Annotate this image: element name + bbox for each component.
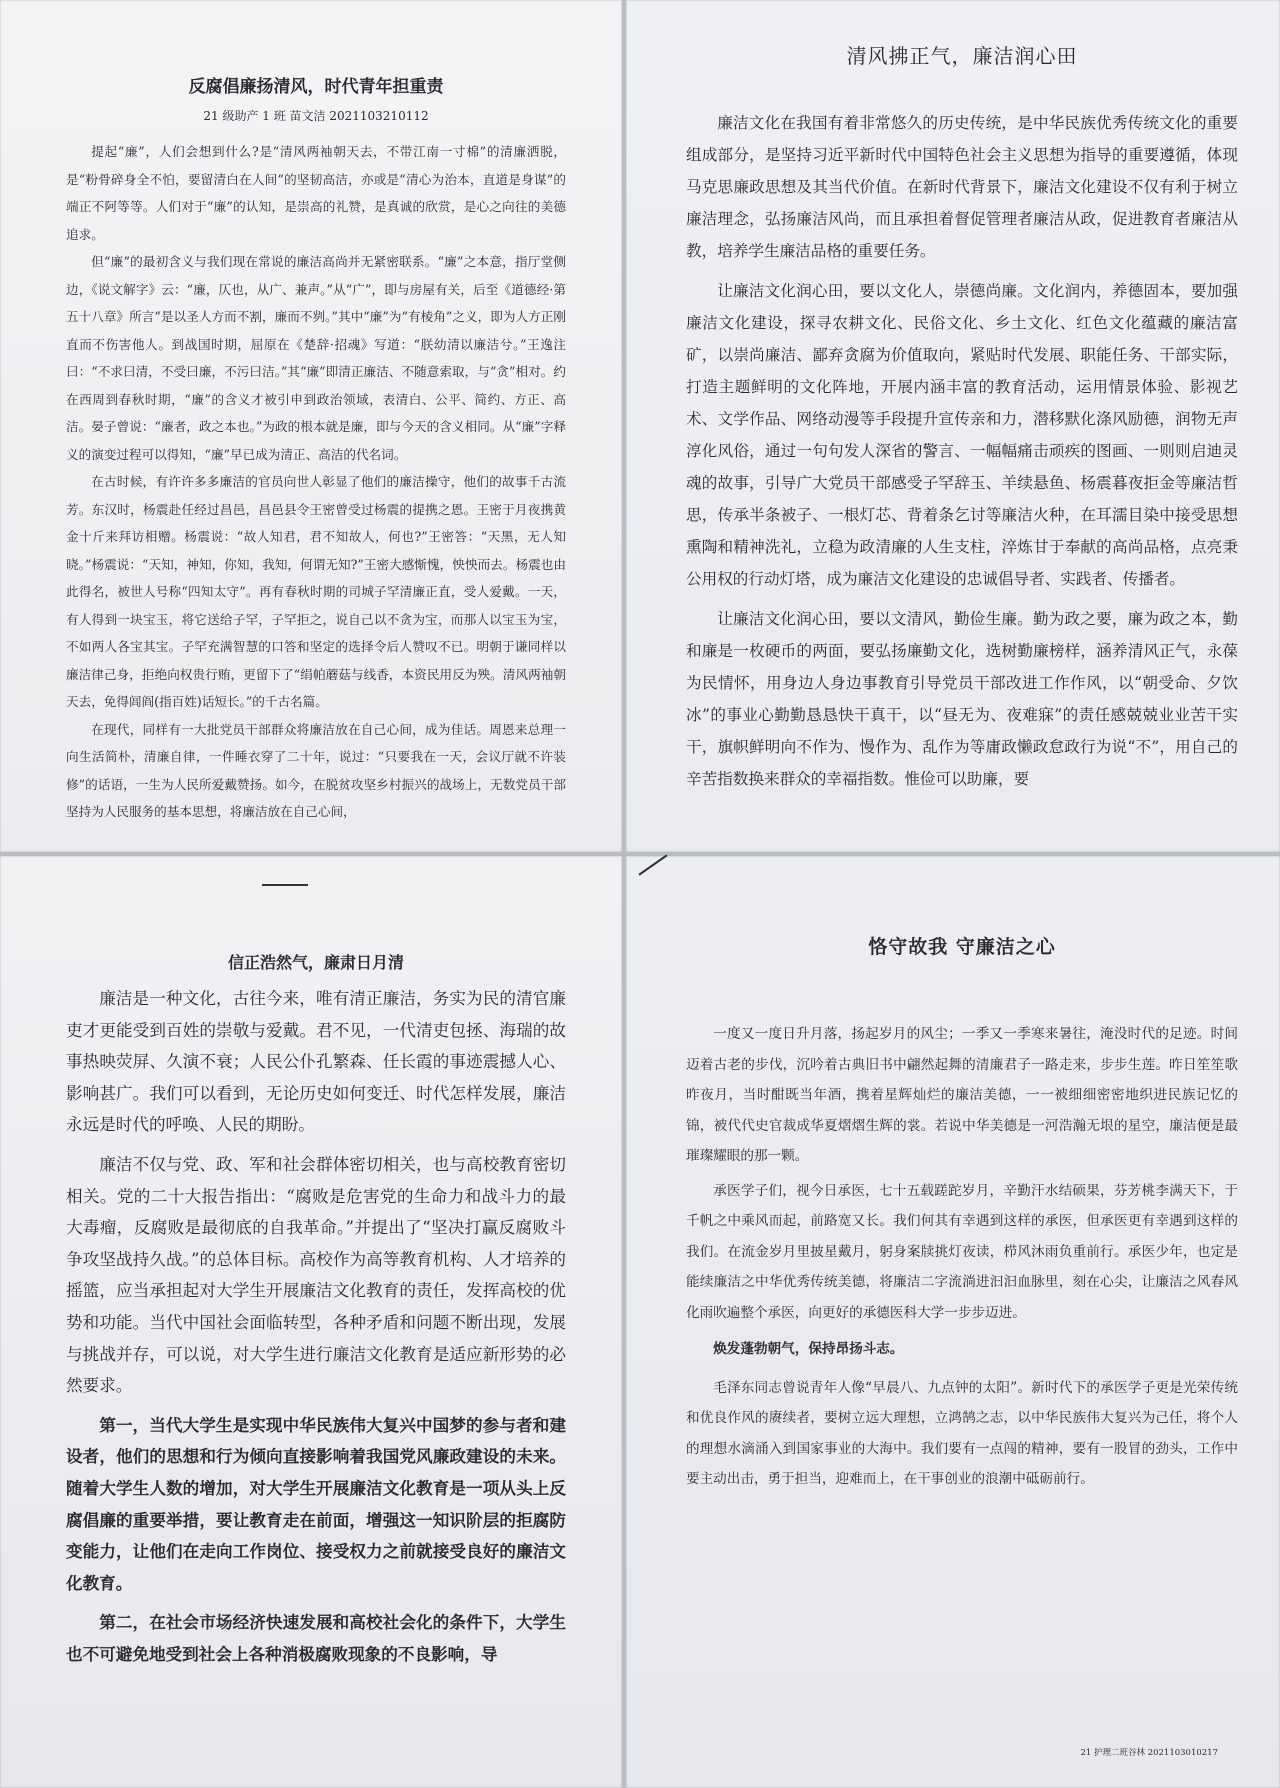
essay-paragraph: 但“廉”的最初含义与我们现在常说的廉洁高尚并无紧密联系。“廉”之本意，指厅堂侧边，《说文解字》云：“廉，仄也，从广、兼声。”从“广”，即与房屋有关，后至《道德经·第五十八章》所言“是以圣人方而不割，廉而不刿。”其中“廉”为“有棱角”之义，即为人方正刚直而不伤害他人。到战国时期，屈原在《楚辞·招魂》写道：“朕幼清以廉洁兮。”王逸注曰：“不求曰清，不受曰廉，不污曰洁。”其“廉”即清正廉洁、不随意索取，与“贪”相对。约在西周到春秋时期，“廉”的含义才被引申到政治领域，表清白、公平、简约、方正、高洁。晏子曾说：“廉者，政之本也。”为政的根本就是廉，即与今天的含义相同。从“廉”字释义的演变过程可以得知，“廉”早已成为清正、高洁的代名词。: [66, 254, 566, 462]
fold-mark: [262, 884, 308, 886]
essay-title: 反腐倡廉扬清风，时代青年担重责: [188, 77, 444, 97]
essay-sheet-bottom-right: [626, 856, 1280, 1788]
author-byline: 21 级助产 1 班 苗文洁 2021103210112: [203, 109, 429, 123]
essay-sheet-top-right: [626, 0, 1280, 852]
essay-paragraph: 廉洁文化在我国有着非常悠久的历史传统，是中华民族优秀传统文化的重要组成部分，是坚持习近平新时代中国特色社会主义思想为指导的重要遵循，体现马克思廉政思想及其当代价值。在新时代背景下，廉洁文化建设不仅有利于树立廉洁理念，弘扬廉洁风尚，而且承担着督促管理者廉洁从政，促进教育者廉洁从教，培养学生廉洁品格的重要任务。: [686, 114, 1238, 260]
essay-sheet-top-left: [0, 0, 622, 852]
essay-subheading: 焕发蓬勃朝气，保持昂扬斗志。: [713, 1341, 904, 1357]
essay-paragraph: 廉洁不仅与党、政、军和社会群体密切相关，也与高校教育密切相关。党的二十大报告指出：“腐败是危害党的生命力和战斗力的最大毒瘤，反腐败是最彻底的自我革命。”并提出了“坚决打赢反腐败斗争攻坚战持久战。”的总体目标。高校作为高等教育机构、人才培养的摇篮，应当承担起对大学生开展廉洁文化教育的责任，发挥高校的优势和功能。当代中国社会面临转型，各种矛盾和问题不断出现，发展与挑战并存，可以说，对大学生进行廉洁文化教育是适应新形势的必然要求。: [66, 1154, 566, 1396]
essay-paragraph: 提起“廉”，人们会想到什么?是“清风两袖朝天去，不带江南一寸棉”的清廉洒脱，是“粉骨碎身全不怕，要留清白在人间”的坚韧高洁，亦或是“清心为治本，直道是身谋”的端正不阿等等。人们对于“廉”的认知，是崇高的礼赞，是真诚的欣赏，是心之向往的美德追求。: [66, 144, 566, 242]
essay-paragraph: 让廉洁文化润心田，要以文清风，勤俭生廉。勤为政之要，廉为政之本，勤和廉是一枚硬币的两面，要弘扬廉勤文化，选树勤廉榜样，涵养清风正气，永葆为民情怀，用身边人身边事教育引导党员干部改进工作作风，以“朝受命、夕饮冰”的事业心勤勤恳恳快干真干，以“昼无为、夜难寐”的责任感兢兢业业苦干实干，旗帜鲜明向不作为、慢作为、乱作为等庸政懒政怠政行为说“不”，用自己的辛苦指数换来群众的幸福指数。惟俭可以助廉，要: [686, 610, 1238, 788]
essay-title: 清风拂正气，廉洁润心田: [846, 44, 1078, 68]
essay-paragraph-emphasis: 第一，当代大学生是实现中华民族伟大复兴中国梦的参与者和建设者，他们的思想和行为倾向直接影响着我国党风廉政建设的未来。随着大学生人数的增加，对大学生开展廉洁文化教育是一项从头上反腐倡廉的重要举措，要让教育走在前面，增强这一知识阶层的拒腐防变能力，让他们在走向工作岗位、接受权力之前就接受良好的廉洁文化教育。: [66, 1414, 566, 1593]
essay-title: 恪守故我 守廉洁之心: [868, 936, 1056, 958]
essay-paragraph: 毛泽东同志曾说青年人像“早晨八、九点钟的太阳”。新时代下的承医学子更是光荣传统和优良作风的赓续者，要树立远大理想，立鸿鹄之志，以中华民族伟大复兴为己任，将个人的理想水滴涌入到国家事业的大海中。我们要有一点闯的精神，要有一股冒的劲头，工作中要主动出击，勇于担当，迎难而上，在干事创业的浪潮中砥砺前行。: [686, 1379, 1238, 1487]
essay-paragraph-emphasis: 第二，在社会市场经济快速发展和高校社会化的条件下，大学生也不可避免地受到社会上各种消极腐败现象的不良影响，导: [66, 1612, 566, 1664]
essay-paragraph: 让廉洁文化润心田，要以文化人，崇德尚廉。文化润内，养德固本，要加强廉洁文化建设，探寻农耕文化、民俗文化、乡土文化、红色文化蕴藏的廉洁富矿，以崇尚廉洁、鄙弃贪腐为价值取向，紧贴时代发展、职能任务、干部实际，打造主题鲜明的文化阵地，开展内涵丰富的教育活动，运用情景体验、影视艺术、文学作品、网络动漫等手段提升宣传亲和力，潜移默化涤风励德，润物无声淳化风俗，通过一句句发人深省的警言、一幅幅痛击顽疾的图画、一则则启迪灵魂的故事，引导广大党员干部感受子罕辞玉、羊续悬鱼、杨震暮夜拒金等廉洁哲思，传承半条被子、一根灯芯、背着条乞讨等廉洁火种，在耳濡目染中接受思想熏陶和精神洗礼，立稳为政清廉的人生支柱，淬炼甘于奉献的高尚品格，点亮秉公用权的行动灯塔，成为廉洁文化建设的忠诚倡导者、实践者、传播者。: [686, 282, 1238, 588]
essay-title: 信正浩然气，廉肃日月清: [227, 953, 404, 972]
essay-paragraph: 承医学子们，视今日承医，七十五载蹉跎岁月，辛勤汗水结硕果，芬芳桃李满天下，于千帆之中乘风而起，前路宽又长。我们何其有幸遇到这样的承医，但承医更有幸遇到这样的我们。在流金岁月里披星戴月，躬身案牍挑灯夜读，栉风沐雨负重前行。承医少年，也定是能续廉洁之中华优秀传统美德，将廉洁二字流淌进汩汩血脉里，刻在心尖，让廉洁之风春风化雨吹遍整个承医，向更好的承德医科大学一步步迈进。: [686, 1182, 1238, 1321]
essay-sheet-bottom-left: [0, 856, 622, 1788]
essay-paragraph: 在古时候，有许许多多廉洁的官员向世人彰显了他们的廉洁操守，他们的故事千古流芳。东汉时，杨震赴任经过昌邑，昌邑县令王密曾受过杨震的提携之恩。王密于月夜携黄金十斤来拜访相赠。杨震说：“故人知君，君不知故人，何也?”王密答：“天黑，无人知晓。”杨震说：“天知，神知，你知，我知，何谓无知?”王密大感惭愧，怏怏而去。杨震也由此得名，被世人号称“四知太守”。再有春秋时期的司城子罕清廉正直，受人爱戴。一天，有人得到一块宝玉，将它送给子罕，子罕拒之，说自己以不贪为宝，而那人以宝玉为宝，不如两人各宝其宝。子罕充满智慧的口答和坚定的选择令后人赞叹不已。明朝于谦同样以廉洁律己身，拒绝向权贵行贿，更留下了“绢帕蘑菇与线香，本资民用反为殃。清风两袖朝天去，免得闾阎(指百姓)话短长。”的千古名篇。: [66, 474, 566, 709]
author-signature: 21 护理二班谷林 2021103010217: [1080, 1748, 1218, 1758]
essay-paragraph: 在现代，同样有一大批党员干部群众将廉洁放在自己心间，成为佳话。周恩来总理一向生活简朴，清廉自律，一件睡衣穿了二十年，说过：“只要我在一天，会议厅就不许装修”的话语，一生为人民所爱戴赞扬。如今，在脱贫攻坚乡村振兴的战场上，无数党员干部坚持为人民服务的基本思想，将廉洁放在自己心间，: [66, 721, 566, 819]
essay-paragraph: 一度又一度日升月落，扬起岁月的风尘；一季又一季寒来暑往，淹没时代的足迹。时间迈着古老的步伐，沉吟着古典旧书中翩然起舞的清廉君子一路走来，步步生莲。昨日笙笙歌昨夜月，当时酣既当年酒，携着星辉灿烂的廉洁美德，一一被细细密密地织进民族记忆的锦，被代代史官裁成华夏熠熠生辉的裳。若说中华美德是一河浩瀚无垠的星空，廉洁便是最璀璨耀眼的那一颗。: [686, 1026, 1238, 1164]
essay-paragraph: 廉洁是一种文化，古往今来，唯有清正廉洁，务实为民的清官廉吏才更能受到百姓的崇敬与爱戴。君不见，一代清吏包拯、海瑞的故事热映荧屏、久演不衰；人民公仆孔繁森、任长霞的事迹震撼人心、影响甚广。我们可以看到，无论历史如何变迁、时代怎样发展，廉洁永远是时代的呼唤、人民的期盼。: [66, 989, 566, 1135]
